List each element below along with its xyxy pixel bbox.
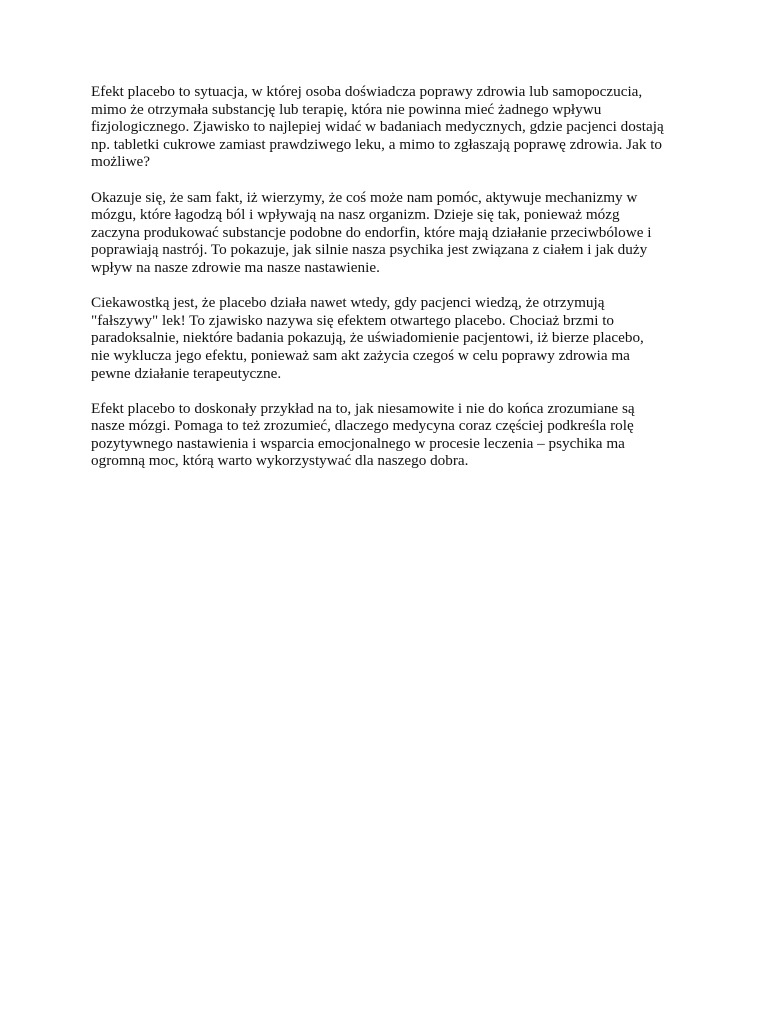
text-line: możliwe?: [91, 153, 151, 171]
text-line: Ciekawostką jest, że placebo działa nawet wtedy, gdy pacjenci wiedzą, że otrzymują: [91, 294, 605, 312]
text-line: "fałszywy" lek! To zjawisko nazywa się efektem otwartego placebo. Chociaż brzmi to: [91, 311, 615, 329]
text-line: nasze mózgi. Pomaga to też zrozumieć, dlaczego medycyna coraz częściej podkreśla rolę: [91, 417, 634, 435]
text-line: poprawiają nastrój. To pokazuje, jak silnie nasza psychika jest związana z ciałem i jak duży: [91, 241, 648, 259]
document-body: [91, 83, 691, 488]
text-line: paradoksalnie, niektóre badania pokazują, że uświadomienie pacjentowi, iż bierze placebo,: [91, 329, 644, 347]
text-line: Efekt placebo to doskonały przykład na to, jak niesamowite i nie do końca zrozumiane są: [91, 399, 635, 417]
text-line: fizjologicznego. Zjawisko to najlepiej widać w badaniach medycznych, gdzie pacjenci dostają: [91, 118, 664, 136]
text-line: ogromną moc, którą warto wykorzystywać dla naszego dobra.: [91, 452, 469, 470]
text-line: pewne działanie terapeutyczne.: [91, 364, 282, 382]
text-line: nie wyklucza jego efektu, ponieważ sam akt zażycia czegoś w celu poprawy zdrowia ma: [91, 346, 630, 364]
paragraph-2: [91, 189, 691, 277]
text-line: pozytywnego nastawienia i wsparcia emocjonalnego w procesie leczenia – psychika ma: [91, 434, 625, 452]
text-line: Efekt placebo to sytuacja, w której osoba doświadcza poprawy zdrowia lub samopoczucia,: [91, 83, 643, 100]
text-line: mózgu, które łagodzą ból i wpływają na nasz organizm. Dzieje się tak, ponieważ mózg: [91, 206, 620, 224]
text-line: Okazuje się, że sam fakt, iż wierzymy, że coś może nam pomóc, aktywuje mechanizmy w: [91, 188, 638, 206]
text-line: wpływ na nasze zdrowie ma nasze nastawienie.: [91, 258, 380, 276]
text-line: np. tabletki cukrowe zamiast prawdziwego leku, a mimo to zgłaszają poprawę zdrowia. Jak to: [91, 135, 663, 153]
paragraph-3: [91, 294, 691, 382]
paragraph-4: [91, 400, 691, 470]
paragraph-1: [91, 83, 691, 171]
text-line: mimo że otrzymała substancję lub terapię, która nie powinna mieć żadnego wpływu: [91, 100, 602, 118]
text-line: zaczyna produkować substancje podobne do endorfin, które mają działanie przeciwbólowe i: [91, 223, 652, 241]
